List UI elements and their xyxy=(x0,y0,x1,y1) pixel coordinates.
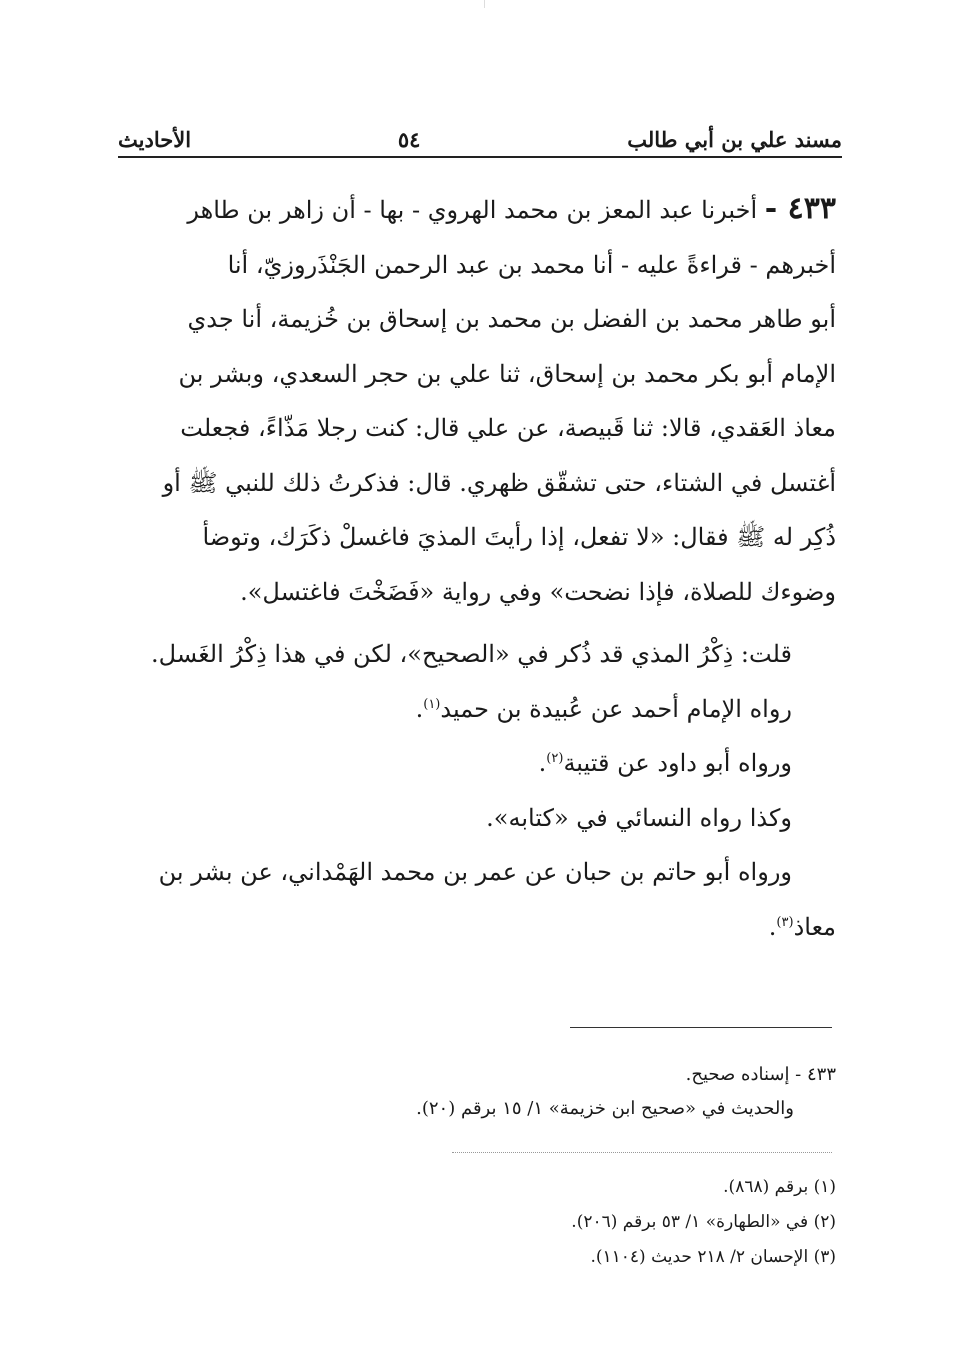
page-number: ٥٤ xyxy=(397,127,421,152)
commentary-line: ورواه أبو داود عن قتيبة$^{(٢)}$. xyxy=(538,749,792,777)
hadith-line: أبو طاهر محمد بن الفضل بن محمد بن إسحاق بن خُزيمة، أنا جدي xyxy=(187,305,836,333)
hadith-line: أخبرهم - قراءةً عليه - أنا محمد بن عبد الرحمن الجَنْذَروزيّ، أنا xyxy=(227,250,836,279)
editor-notes xyxy=(200,1058,836,1126)
commentary-line: قلت: ذِكْرُ المذي قد ذُكر في «الصحيح»، لكن في هذا ذِكْرُ الغَسل. xyxy=(151,640,792,668)
hadith-number: ٤٣٣ - xyxy=(764,191,836,226)
hadith-line: معاذ العَقدي، قالا: ثنا قَبيصة، عن علي قال: كنت رجلا مَذّاءً، فجعلت xyxy=(180,414,836,442)
hadith-line: ٤٣٣ - أخبرنا عبد المعز بن محمد الهروي - بها - أن زاهر بن طاهر xyxy=(187,191,836,226)
hadith-line: أغتسل في الشتاء، حتى تشقّق ظهري. قال: فذكرتُ ذلك للنبي ﷺ أو xyxy=(162,468,836,497)
note-line: ٤٣٣ - إسناده صحيح. xyxy=(685,1064,836,1085)
hadith-line: الإمام أبو بكر محمد بن إسحاق، ثنا علي بن حجر السعدي، وبشر بن xyxy=(178,359,836,388)
commentary-line: ورواه أبو حاتم بن حبان عن عمر بن محمد الهَمْداني، عن بشر بن xyxy=(158,858,792,886)
book-title: مسند علي بن أبي طالب xyxy=(627,127,842,152)
footnote-ref[interactable]: (٣) xyxy=(776,914,794,930)
page-edge-mark xyxy=(484,0,485,8)
section-title: الأحاديث xyxy=(118,127,192,152)
footnotes-divider xyxy=(452,1152,832,1153)
footnote: (٢) في «الطهارة» ١/ ٥٣ برقم (٢٠٦). xyxy=(571,1212,836,1232)
header-rule xyxy=(118,156,842,158)
footnote: (١) برقم (٨٦٨). xyxy=(723,1177,836,1197)
commentary-line: وكذا رواه النسائي في «كتابه». xyxy=(486,803,792,832)
hadith-line: ذُكِر له ﷺ فقال: «لا تفعل، إذا رأيتَ المذيَ فاغسلْ ذكَرَك، وتوضأ xyxy=(202,523,836,551)
note-line: والحديث في «صحيح ابن خزيمة» ١/ ١٥ برقم (٢٠). xyxy=(416,1098,794,1119)
footnote-ref[interactable]: (٢) xyxy=(546,751,564,766)
footnote-ref[interactable]: (١) xyxy=(423,696,441,712)
commentary-line: معاذ$^{(٣)}$. xyxy=(768,912,836,941)
hadith-line: وضوءك للصلاة، فإذا نضحت» وفي رواية «فَضَخْتَ فاغتسل». xyxy=(240,577,836,606)
commentary-line: رواه الإمام أحمد عن عُبيدة بن حميد$^{(١)}$. xyxy=(415,694,792,723)
main-text xyxy=(124,182,836,954)
footnotes xyxy=(300,1170,836,1275)
running-header xyxy=(118,112,842,152)
footnote: (٣) الإحسان ٢/ ٢١٨ حديث (١١٠٤). xyxy=(590,1247,836,1267)
notes-divider xyxy=(570,1027,832,1028)
